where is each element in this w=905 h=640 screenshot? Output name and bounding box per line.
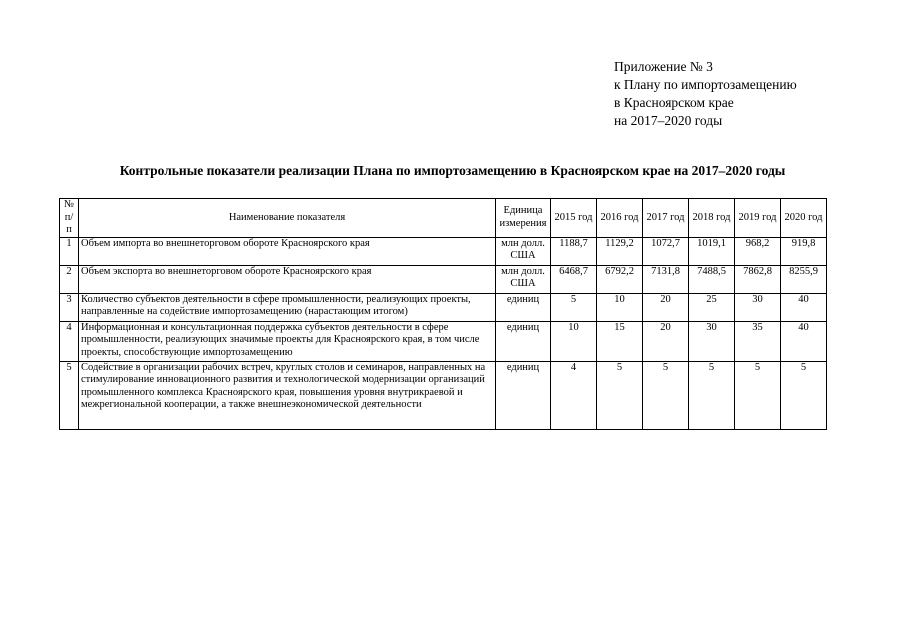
- table-row: [60, 321, 827, 361]
- value-cell: 35: [735, 321, 781, 361]
- row-num: 2: [60, 265, 79, 293]
- value-cell: 30: [735, 293, 781, 321]
- appendix-note: [614, 58, 797, 130]
- value-cell: 5: [643, 361, 689, 429]
- value-cell: 5: [597, 361, 643, 429]
- header-num: № п/п: [60, 199, 79, 238]
- table-header-row: [60, 199, 827, 238]
- indicator-name: Информационная и консультационная поддержка субъектов деятельности в сфере промышленности, реализующих значимые проекты для Красноярского края, в том числе проекты, способствующие импортозамещению: [79, 321, 496, 361]
- indicator-unit: млн долл. США: [496, 237, 551, 265]
- indicator-name: Количество субъектов деятельности в сфере промышленности, реализующих проекты, направленные на содействие импортозамещению (нарастающим итогом): [79, 293, 496, 321]
- indicator-unit: млн долл. США: [496, 265, 551, 293]
- indicator-unit: единиц: [496, 293, 551, 321]
- row-num: 5: [60, 361, 79, 429]
- value-cell: 6468,7: [551, 265, 597, 293]
- indicator-name: Объем импорта во внешнеторговом обороте Красноярского края: [79, 237, 496, 265]
- appendix-line: Приложение № 3: [614, 59, 713, 74]
- value-cell: 40: [781, 321, 827, 361]
- value-cell: 7862,8: [735, 265, 781, 293]
- value-cell: 919,8: [781, 237, 827, 265]
- value-cell: 10: [597, 293, 643, 321]
- value-cell: 7131,8: [643, 265, 689, 293]
- value-cell: 7488,5: [689, 265, 735, 293]
- value-cell: 20: [643, 293, 689, 321]
- value-cell: 40: [781, 293, 827, 321]
- row-num: 4: [60, 321, 79, 361]
- indicators-table: [59, 198, 827, 430]
- indicator-name: Содействие в организации рабочих встреч, круглых столов и семинаров, направленных на стимулирование инновационного развития и технологической модернизации организаций промышленного комплекса Красноярского края, повышения уровня внутрикраевой и межрегиональной кооперации, а также внешнеэкономической деятельности: [79, 361, 496, 429]
- value-cell: 968,2: [735, 237, 781, 265]
- table-row: [60, 361, 827, 429]
- header-year: 2019 год: [735, 199, 781, 238]
- value-cell: 15: [597, 321, 643, 361]
- value-cell: 25: [689, 293, 735, 321]
- row-num: 3: [60, 293, 79, 321]
- header-year: 2016 год: [597, 199, 643, 238]
- value-cell: 5: [551, 293, 597, 321]
- header-year: 2018 год: [689, 199, 735, 238]
- value-cell: 1129,2: [597, 237, 643, 265]
- value-cell: 20: [643, 321, 689, 361]
- value-cell: 6792,2: [597, 265, 643, 293]
- indicator-unit: единиц: [496, 321, 551, 361]
- value-cell: 5: [781, 361, 827, 429]
- value-cell: 4: [551, 361, 597, 429]
- value-cell: 1019,1: [689, 237, 735, 265]
- table-row: [60, 265, 827, 293]
- document-title: Контрольные показатели реализации Плана по импортозамещению в Красноярском крае на 2017–2020 годы: [119, 163, 786, 178]
- header-name: Наименование показателя: [79, 199, 496, 238]
- appendix-line: в Красноярском крае: [614, 95, 734, 110]
- value-cell: 1072,7: [643, 237, 689, 265]
- table-row: [60, 293, 827, 321]
- value-cell: 8255,9: [781, 265, 827, 293]
- value-cell: 10: [551, 321, 597, 361]
- header-year: 2020 год: [781, 199, 827, 238]
- header-unit: Единица измерения: [496, 199, 551, 238]
- appendix-line: на 2017–2020 годы: [614, 113, 723, 128]
- indicator-name: Объем экспорта во внешнеторговом обороте Красноярского края: [79, 265, 496, 293]
- header-year: 2015 год: [551, 199, 597, 238]
- header-year: 2017 год: [643, 199, 689, 238]
- table-row: [60, 237, 827, 265]
- value-cell: 5: [735, 361, 781, 429]
- row-num: 1: [60, 237, 79, 265]
- value-cell: 30: [689, 321, 735, 361]
- value-cell: 1188,7: [551, 237, 597, 265]
- appendix-line: к Плану по импортозамещению: [614, 77, 797, 92]
- value-cell: 5: [689, 361, 735, 429]
- indicator-unit: единиц: [496, 361, 551, 429]
